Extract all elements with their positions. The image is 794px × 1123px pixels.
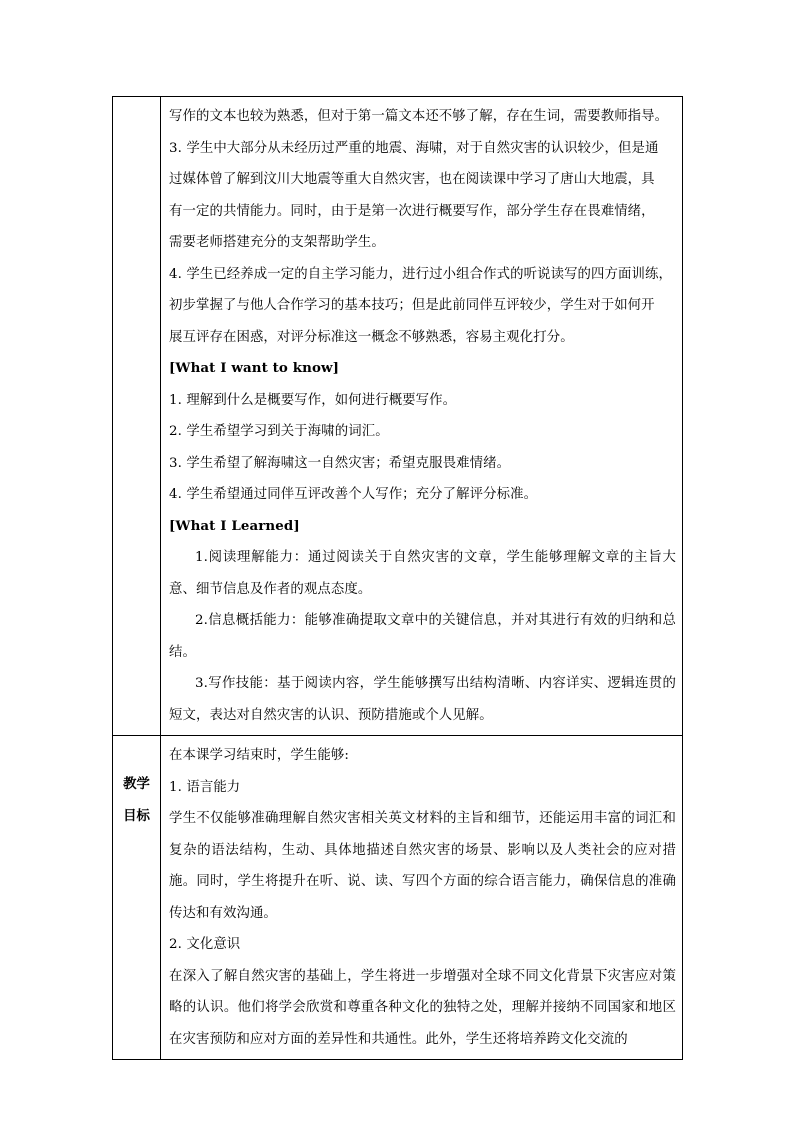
analysis-line: 3. 学生中大部分从未经历过严重的地震、海啸，对于自然灾害的认识较少，但是通 — [169, 140, 659, 156]
learned-heading: [What I Learned] — [169, 517, 300, 534]
lesson-plan-table — [112, 96, 683, 1060]
teaching-objectives-content-cell — [161, 736, 683, 1060]
want-item: 4. 学生希望通过同伴互评改善个人写作；充分了解评分标准。 — [169, 487, 538, 502]
objective-title-culture: 2. 文化意识 — [169, 937, 241, 952]
objective-title-language: 1. 语言能力 — [169, 779, 241, 795]
objective-text-language: 学生不仅能够准确理解自然灾害相关英文材料的主旨和细节，还能运用丰富的词汇和复杂的语法结构，生动、具体地描述自然灾害的场景、影响以及人类社会的应对措施。同时，学生将提升在听、说、读、写四个方面的综合语言能力，确保信息的准确传达和有效沟通。 — [169, 811, 676, 921]
analysis-line: 有一定的共情能力。同时，由于是第一次进行概要写作，部分学生存在畏难情绪， — [169, 203, 655, 219]
label-line: 教学 — [123, 776, 150, 792]
analysis-line: 写作的文本也较为熟悉，但对于第一篇文本还不够了解，存在生词，需要教师指导。 — [169, 109, 669, 124]
teaching-objectives-row — [113, 736, 683, 1060]
label-line: 目标 — [123, 807, 150, 824]
want-to-know-heading: [What I want to know] — [169, 360, 340, 376]
objectives-intro: 在本课学习结束时，学生能够: — [169, 748, 349, 763]
want-item: 2. 学生希望学习到关于海啸的词汇。 — [169, 424, 389, 439]
want-item: 3. 学生希望了解海啸这一自然灾害；希望克服畏难情绪。 — [169, 455, 511, 471]
analysis-line: 需要老师搭建充分的支架帮助学生。 — [169, 235, 385, 250]
teaching-objectives-label-cell — [113, 736, 161, 1060]
analysis-line: 初步掌握了与他人合作学习的基本技巧；但是此前同伴互评较少，学生对于如何开 — [169, 298, 655, 313]
want-item: 1. 理解到什么是概要写作，如何进行概要写作。 — [169, 392, 457, 408]
analysis-line: 过媒体曾了解到汶川大地震等重大自然灾害，也在阅读课中学习了唐山大地震，具 — [169, 172, 655, 187]
learned-item: 3.写作技能：基于阅读内容，学生能够撰写出结构清晰、内容详实、逻辑连贯的短文，表达对自然灾害的认识、预防措施或个人见解。 — [169, 676, 676, 723]
learner-analysis-content-cell — [161, 97, 683, 736]
objective-text-culture: 在深入了解自然灾害的基础上，学生将进一步增强对全球不同文化背景下灾害应对策略的认识。他们将学会欣赏和尊重各种文化的独特之处，理解并接纳不同国家和地区在灾害预防和应对方面的差异性和共通性。此外，学生还将培养跨文化交流的 — [169, 968, 676, 1047]
analysis-line: 4. 学生已经养成一定的自主学习能力，进行过小组合作式的听说读写的四方面训练， — [169, 266, 672, 282]
learned-item: 2.信息概括能力：能够准确提取文章中的关键信息，并对其进行有效的归纳和总结。 — [169, 613, 676, 660]
learned-item: 1.阅读理解能力：通过阅读关于自然灾害的文章，学生能够理解文章的主旨大意、细节信息及作者的观点态度。 — [169, 550, 676, 597]
learner-analysis-label-cell — [113, 97, 161, 736]
analysis-line: 展互评存在困惑，对评分标准这一概念不够熟悉，容易主观化打分。 — [169, 329, 574, 345]
learner-analysis-row — [113, 97, 683, 736]
